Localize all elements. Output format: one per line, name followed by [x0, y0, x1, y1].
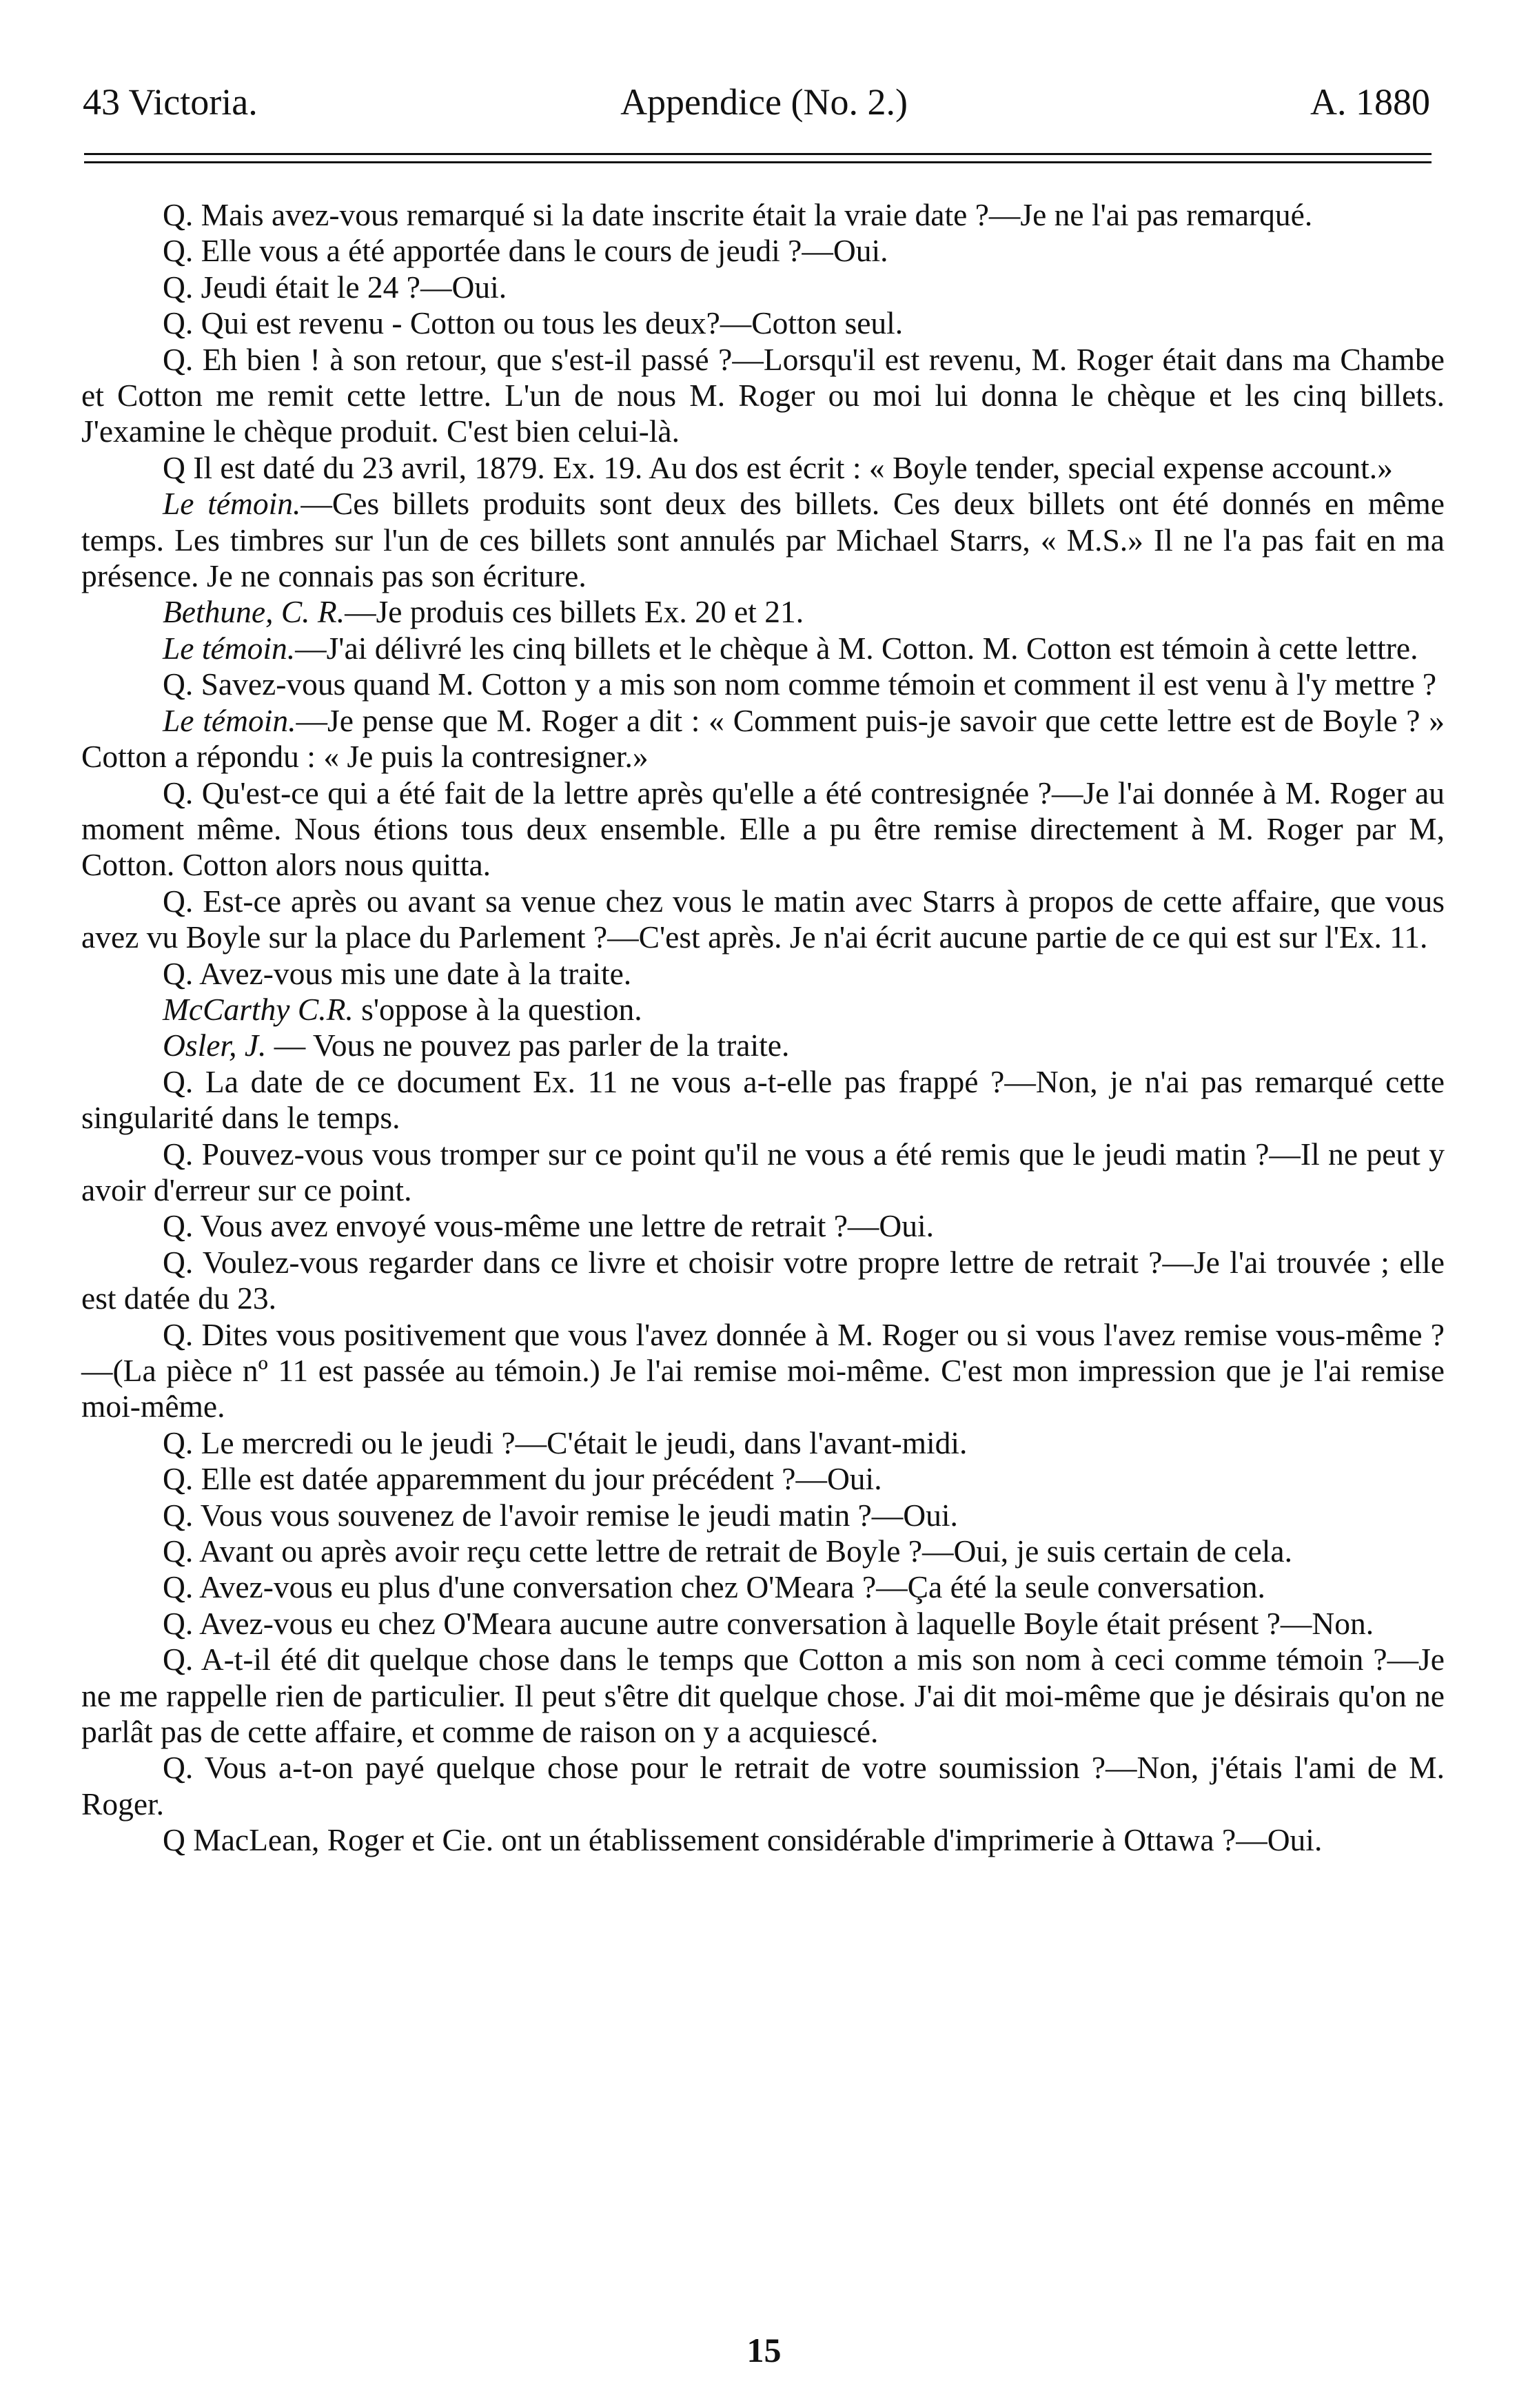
paragraph-text: Q. Avez-vous eu chez O'Meara aucune autre conversation à laquelle Boyle était présent ?—Non. — [163, 1605, 1374, 1641]
testimony-paragraph — [81, 1317, 1445, 1425]
paragraph-text: Q. Voulez-vous regarder dans ce livre et choisir votre propre lettre de retrait ?—Je l'ai trouvée ; elle est datée du 23. — [81, 1244, 1445, 1316]
paragraph-text: Q. Vous a-t-on payé quelque chose pour le retrait de votre soumission ?—Non, j'étais l'ami de M. Roger. — [81, 1750, 1445, 1822]
speaker-name: McCarthy C.R. — [163, 991, 354, 1027]
testimony-paragraph — [81, 342, 1445, 450]
paragraph-text: Q. Vous vous souvenez de l'avoir remise le jeudi matin ?—Oui. — [163, 1497, 958, 1533]
speaker-name: Le témoin. — [163, 630, 296, 666]
header-session: 43 Victoria. — [83, 81, 258, 123]
paragraph-text: Q MacLean, Roger et Cie. ont un établissement considérable d'imprimerie à Ottawa ?—Oui. — [163, 1822, 1323, 1858]
paragraph-text: —Je produis ces billets Ex. 20 et 21. — [345, 594, 804, 630]
paragraph-text: —J'ai délivré les cinq billets et le chèque à M. Cotton. M. Cotton est témoin à cette lettre. — [295, 630, 1418, 666]
paragraph-text: Q. Eh bien ! à son retour, que s'est-il passé ?—Lorsqu'il est revenu, M. Roger était dans ma Chambe et Cotton me remit cette lettre. L'un de nous M. Roger ou moi lui donna le chèque et les cinq billets. J'examine le chèque produit. C'est bien celui-là. — [81, 341, 1445, 449]
testimony-paragraph — [81, 1064, 1445, 1136]
testimony-paragraph — [81, 1822, 1445, 1858]
paragraph-text: Q. Vous avez envoyé vous-même une lettre de retrait ?—Oui. — [163, 1208, 935, 1244]
paragraph-text: Q. Avez-vous eu plus d'une conversation chez O'Meara ?—Ça été la seule conversation. — [163, 1569, 1265, 1605]
paragraph-text: Q. Est-ce après ou avant sa venue chez vous le matin avec Starrs à propos de cette affaire, que vous avez vu Boyle sur la place du Parlement ?—C'est après. Je n'ai écrit aucune partie de ce qui est sur l'Ex. 11. — [81, 883, 1445, 955]
testimony-paragraph — [81, 1642, 1445, 1750]
header-rule-bottom — [84, 161, 1432, 163]
testimony-paragraph — [81, 1028, 1445, 1063]
testimony-paragraph — [81, 1425, 1445, 1461]
paragraph-text: —Je pense que M. Roger a dit : « Comment puis-je savoir que cette lettre est de Boyle ? » Cotton a répondu : « Je puis la contresigner.» — [81, 702, 1445, 775]
speaker-name: Le témoin. — [163, 702, 296, 738]
paragraph-text: Q. Pouvez-vous vous tromper sur ce point qu'il ne vous a été remis que le jeudi matin ?—Il ne peut y avoir d'erreur sur ce point. — [81, 1136, 1445, 1207]
testimony-paragraph — [81, 1750, 1445, 1822]
testimony-paragraph — [81, 956, 1445, 992]
paragraph-text: Q. Dites vous positivement que vous l'avez donnée à M. Roger ou si vous l'avez remise vous-même ?—(La pièce nº 11 est passée au témoin.) Je l'ai remise moi-même. C'est mon impression que je l'ai remise moi-même. — [81, 1316, 1445, 1425]
testimony-paragraph — [81, 703, 1445, 775]
paragraph-text: Q Il est daté du 23 avril, 1879. Ex. 19. Au dos est écrit : « Boyle tender, special expense account.» — [163, 449, 1393, 485]
testimony-paragraph — [81, 594, 1445, 630]
testimony-paragraph — [81, 450, 1445, 486]
header-rule-top — [84, 153, 1432, 155]
paragraph-text: Q. Savez-vous quand M. Cotton y a mis son nom comme témoin et comment il est venu à l'y mettre ? — [163, 666, 1437, 702]
paragraph-text: s'oppose à la question. — [353, 991, 642, 1027]
speaker-name: Le témoin. — [163, 486, 301, 522]
header-title: Appendice (No. 2.) — [620, 81, 908, 123]
paragraph-text: Q. La date de ce document Ex. 11 ne vous a-t-elle pas frappé ?—Non, je n'ai pas remarqué cette singularité dans le temps. — [81, 1063, 1445, 1136]
testimony-paragraph — [81, 1461, 1445, 1497]
testimony-paragraph — [81, 631, 1445, 666]
testimony-paragraph — [81, 1533, 1445, 1569]
paragraph-text: Q. Elle est datée apparemment du jour précédent ?—Oui. — [163, 1461, 882, 1497]
testimony-paragraph — [81, 197, 1445, 233]
testimony-paragraph — [81, 1245, 1445, 1317]
paragraph-text: Q. Qui est revenu - Cotton ou tous les deux?—Cotton seul. — [163, 305, 904, 341]
running-header — [83, 74, 1445, 130]
testimony-text — [81, 197, 1445, 1859]
paragraph-text: —Ces billets produits sont deux des billets. Ces deux billets ont été donnés en même temps. Les timbres sur l'un de ces billets sont annulés par Michael Starrs, « M.S.» Il ne l'a pas fait en ma présence. Je ne connais pas son écriture. — [81, 486, 1445, 594]
paragraph-text: Q. Le mercredi ou le jeudi ?—C'était le jeudi, dans l'avant-midi. — [163, 1425, 968, 1460]
testimony-paragraph — [81, 269, 1445, 305]
paragraph-text: Q. Mais avez-vous remarqué si la date inscrite était la vraie date ?—Je ne l'ai pas remarqué. — [163, 197, 1313, 232]
speaker-name: Osler, J. — [163, 1028, 267, 1063]
testimony-paragraph — [81, 1498, 1445, 1533]
testimony-paragraph — [81, 486, 1445, 594]
testimony-paragraph — [81, 1136, 1445, 1209]
paragraph-text: Q. A-t-il été dit quelque chose dans le temps que Cotton a mis son nom à ceci comme témoin ?—Je ne me rappelle rien de particulier. Il peut s'être dit quelque chose. J'ai dit moi-même que je désirais qu'on ne parlât pas de cette affaire, et comme de raison on y a acquiescé. — [81, 1642, 1445, 1750]
speaker-name: Bethune, C. R. — [163, 594, 345, 630]
paragraph-text: Q. Avant ou après avoir reçu cette lettre de retrait de Boyle ?—Oui, je suis certain de cela. — [163, 1533, 1292, 1569]
testimony-paragraph — [81, 992, 1445, 1028]
paragraph-text: Q. Qu'est-ce qui a été fait de la lettre après qu'elle a été contresignée ?—Je l'ai donnée à M. Roger au moment même. Nous étions tous deux ensemble. Elle a pu être remise directement à M. Roger par M, Cotton. Cotton alors nous quitta. — [81, 775, 1445, 883]
paragraph-text: Q. Elle vous a été apportée dans le cours de jeudi ?—Oui. — [163, 233, 888, 269]
testimony-paragraph — [81, 666, 1445, 702]
paragraph-text: — Vous ne pouvez pas parler de la traite. — [266, 1028, 790, 1063]
testimony-paragraph — [81, 884, 1445, 956]
testimony-paragraph — [81, 1606, 1445, 1642]
testimony-paragraph — [81, 305, 1445, 341]
header-year: A. 1880 — [1310, 81, 1430, 123]
testimony-paragraph — [81, 1208, 1445, 1244]
paragraph-text: Q. Jeudi était le 24 ?—Oui. — [163, 269, 507, 305]
testimony-paragraph — [81, 1569, 1445, 1605]
testimony-paragraph — [81, 775, 1445, 884]
testimony-paragraph — [81, 233, 1445, 269]
page-number: 15 — [746, 2331, 782, 2369]
paragraph-text: Q. Avez-vous mis une date à la traite. — [163, 955, 632, 991]
